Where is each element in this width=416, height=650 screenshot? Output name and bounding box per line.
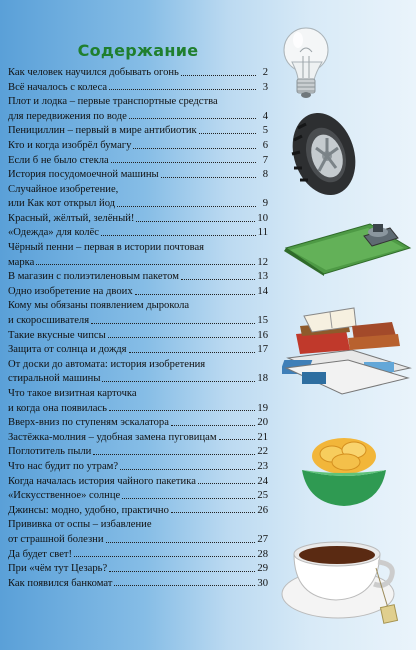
dot-leader [219, 439, 256, 440]
toc-entry-line [8, 108, 268, 123]
toc-entry-title: Одно изобретение на двоих [8, 285, 133, 297]
dot-leader [36, 264, 255, 265]
dot-leader [93, 454, 255, 455]
hole-punch-folder-icon [278, 218, 412, 276]
page-number: 28 [257, 548, 268, 560]
toc-entry-title: Защита от солнца и дождя [8, 344, 127, 356]
toc-entry[interactable] [8, 152, 268, 167]
toc-entry[interactable] [8, 327, 268, 342]
page-number: 2 [262, 66, 268, 78]
page-number: 25 [257, 490, 268, 502]
toc-entry-title: Случайное изобретение, [8, 183, 119, 195]
tea-cup-icon [276, 524, 412, 634]
page-number: 10 [257, 212, 268, 224]
page-number: 17 [257, 344, 268, 356]
toc-entry-line [8, 546, 268, 561]
toc-entry-title: Кто и когда изобрёл бумагу [8, 139, 132, 151]
toc-entry[interactable] [8, 429, 268, 444]
light-bulb-icon [276, 22, 346, 100]
toc-entry-title: стиральной машины [8, 373, 101, 385]
toc-entry-line [8, 210, 268, 225]
toc-entry[interactable] [8, 225, 268, 240]
page-number: 21 [257, 431, 268, 443]
toc-entry[interactable] [8, 546, 268, 561]
dot-leader [181, 75, 256, 76]
toc-entry[interactable] [8, 283, 268, 298]
toc-entry-title: Пенициллин – первый в мире антибиотик [8, 125, 197, 137]
toc-entry-title: Как появился банкомат [8, 577, 113, 589]
dot-leader [135, 294, 256, 295]
toc-entry-line [8, 560, 268, 575]
page-number: 12 [257, 256, 268, 268]
toc-entry-line [8, 64, 268, 79]
toc-entry[interactable] [8, 239, 268, 268]
page-number: 20 [257, 417, 268, 429]
toc-entry-line [8, 473, 268, 488]
toc-entry-line [8, 341, 268, 356]
toc-entry-line [8, 370, 268, 385]
toc-entry-title: Джинсы: модно, удобно, практично [8, 504, 169, 516]
toc-entry-title: Что такое визитная карточка [8, 388, 137, 400]
page-number: 4 [262, 110, 268, 122]
toc-entry-title: Чёрный пенни – первая в истории почтовая [8, 242, 205, 254]
illustrations-column [276, 0, 416, 650]
toc-entry-line [8, 298, 268, 313]
toc-entry-title: или Как кот открыл йод [8, 198, 116, 210]
toc-entry-title: марка [8, 256, 35, 268]
toc-entry[interactable] [8, 385, 268, 414]
toc-entry-line [8, 312, 268, 327]
toc-entry-title: Что нас будит по утрам? [8, 460, 119, 472]
page-title: Содержание [77, 41, 199, 60]
toc-entry-line [8, 487, 268, 502]
toc-entry-title: Красный, жёлтый, зелёный! [8, 212, 135, 224]
toc-entry[interactable] [8, 502, 268, 517]
dot-leader [181, 279, 255, 280]
toc-entry[interactable] [8, 298, 268, 327]
toc-entry-line [8, 137, 268, 152]
toc-entry[interactable] [8, 137, 268, 152]
toc-entry[interactable] [8, 79, 268, 94]
toc-entry-title: Плот и лодка – первые транспортные средства [8, 96, 218, 108]
toc-entry-line [8, 531, 268, 546]
dot-leader [109, 89, 256, 90]
toc-entry-line [8, 195, 268, 210]
toc-entry-line [8, 414, 268, 429]
toc-entry-title: Да будет свет! [8, 548, 73, 560]
toc-entry-line [8, 122, 268, 137]
toc-entry-line [8, 443, 268, 458]
page-number: 18 [257, 373, 268, 385]
toc-entry-line [8, 239, 268, 254]
dot-leader [109, 571, 255, 572]
toc-entry[interactable] [8, 560, 268, 575]
toc-entry-line [8, 400, 268, 415]
page-number: 5 [262, 125, 268, 137]
toc-entry-title: Если б не было стекла [8, 154, 109, 166]
toc-entry-title: От доски до автомата: история изобретения [8, 358, 206, 370]
toc-entry-title: «Одежда» для колёс [8, 227, 99, 239]
dot-leader [122, 498, 255, 499]
toc-entry[interactable] [8, 443, 268, 458]
toc-entry[interactable] [8, 356, 268, 385]
dot-leader [129, 118, 256, 119]
toc-entry[interactable] [8, 458, 268, 473]
toc-entry-line [8, 356, 268, 371]
toc-entry-title: В магазин с полиэтиленовым пакетом [8, 271, 179, 283]
toc-entry-title: от страшной болезни [8, 533, 104, 545]
toc-entry-line [8, 516, 268, 531]
toc-entry-title: Такие вкусные чипсы [8, 329, 106, 341]
dot-leader [171, 425, 256, 426]
dot-leader [108, 337, 256, 338]
toc-entry-title: Когда началась история чайного пакетика [8, 475, 196, 487]
dot-leader [91, 323, 255, 324]
toc-entry-line [8, 283, 268, 298]
toc-entry-line [8, 458, 268, 473]
toc-entry-line [8, 93, 268, 108]
page-number: 7 [262, 154, 268, 166]
page-number: 9 [262, 198, 268, 210]
dot-leader [106, 542, 256, 543]
page-number: 15 [257, 315, 268, 327]
toc-entry[interactable] [8, 181, 268, 210]
page-number: 3 [262, 81, 268, 93]
toc-entry-title: «Искусственное» солнце [8, 490, 121, 502]
dot-leader [171, 512, 256, 513]
toc-entry-line [8, 429, 268, 444]
toc-entry-title: Как человек научился добывать огонь [8, 66, 179, 78]
toc-entry-title: для передвижения по воде [8, 110, 127, 122]
dot-leader [120, 469, 255, 470]
toc-entry-line [8, 502, 268, 517]
page-number: 14 [257, 285, 268, 297]
toc-entry[interactable] [8, 341, 268, 356]
page-number: 22 [257, 446, 268, 458]
page-number: 24 [257, 475, 268, 487]
toc-entry[interactable] [8, 575, 268, 590]
toc-entry-title: История посудомоечной машины [8, 169, 159, 181]
toc-entry-title: и когда она появилась [8, 402, 107, 414]
page-number: 29 [257, 563, 268, 575]
toc-entry-line [8, 79, 268, 94]
toc-entry[interactable] [8, 473, 268, 488]
tire-icon [286, 108, 364, 200]
toc-entry-line [8, 166, 268, 181]
toc-entry-line [8, 254, 268, 269]
page-number: 13 [257, 271, 268, 283]
page-number: 23 [257, 460, 268, 472]
page-number: 16 [257, 329, 268, 341]
toc-entry[interactable] [8, 487, 268, 502]
dot-leader [136, 221, 255, 222]
toc-entry[interactable] [8, 414, 268, 429]
dot-leader [111, 162, 256, 163]
dot-leader [114, 585, 255, 586]
toc-entry[interactable] [8, 93, 268, 122]
dot-leader [161, 177, 256, 178]
table-of-contents [8, 64, 268, 589]
dot-leader [101, 235, 256, 236]
toc-entry-title: Застёжка-молния – удобная замена пуговицам [8, 431, 217, 443]
toc-entry-title: Всё началось с колеса [8, 81, 108, 93]
toc-entry-title: Кому мы обязаны появлением дырокола [8, 300, 190, 312]
toc-entry-title: При «чём тут Цезарь? [8, 563, 108, 575]
chips-bowl-icon [298, 434, 392, 508]
dot-leader [109, 410, 255, 411]
page-number: 30 [257, 577, 268, 589]
toc-entry-line [8, 268, 268, 283]
dot-leader [74, 556, 255, 557]
dot-leader [117, 206, 256, 207]
toc-entry-title: Прививка от оспы – избавление [8, 519, 152, 531]
toc-entry-title: Поглотитель пыли [8, 446, 92, 458]
dot-leader [198, 483, 255, 484]
toc-entry-line [8, 327, 268, 342]
books-and-newspapers-icon [282, 306, 414, 400]
toc-entry-line [8, 181, 268, 196]
toc-entry[interactable] [8, 210, 268, 225]
toc-entry[interactable] [8, 64, 268, 79]
dot-leader [199, 133, 256, 134]
page-number: 8 [262, 169, 268, 181]
toc-entry[interactable] [8, 166, 268, 181]
dot-leader [129, 352, 256, 353]
page-number: 27 [257, 533, 268, 545]
toc-entry-line [8, 225, 268, 240]
toc-entry-line [8, 152, 268, 167]
dot-leader [102, 381, 255, 382]
toc-entry[interactable] [8, 268, 268, 283]
toc-entry[interactable] [8, 516, 268, 545]
page-number: 19 [257, 402, 268, 414]
toc-entry-line [8, 385, 268, 400]
page-number: 11 [257, 227, 268, 239]
toc-entry-title: и скоросшивателя [8, 315, 90, 327]
page-number: 6 [262, 139, 268, 151]
toc-entry[interactable] [8, 122, 268, 137]
page-number: 26 [257, 504, 268, 516]
toc-entry-line [8, 575, 268, 590]
dot-leader [133, 148, 256, 149]
toc-entry-title: Вверх-вниз по ступеням эскалатора [8, 417, 169, 429]
